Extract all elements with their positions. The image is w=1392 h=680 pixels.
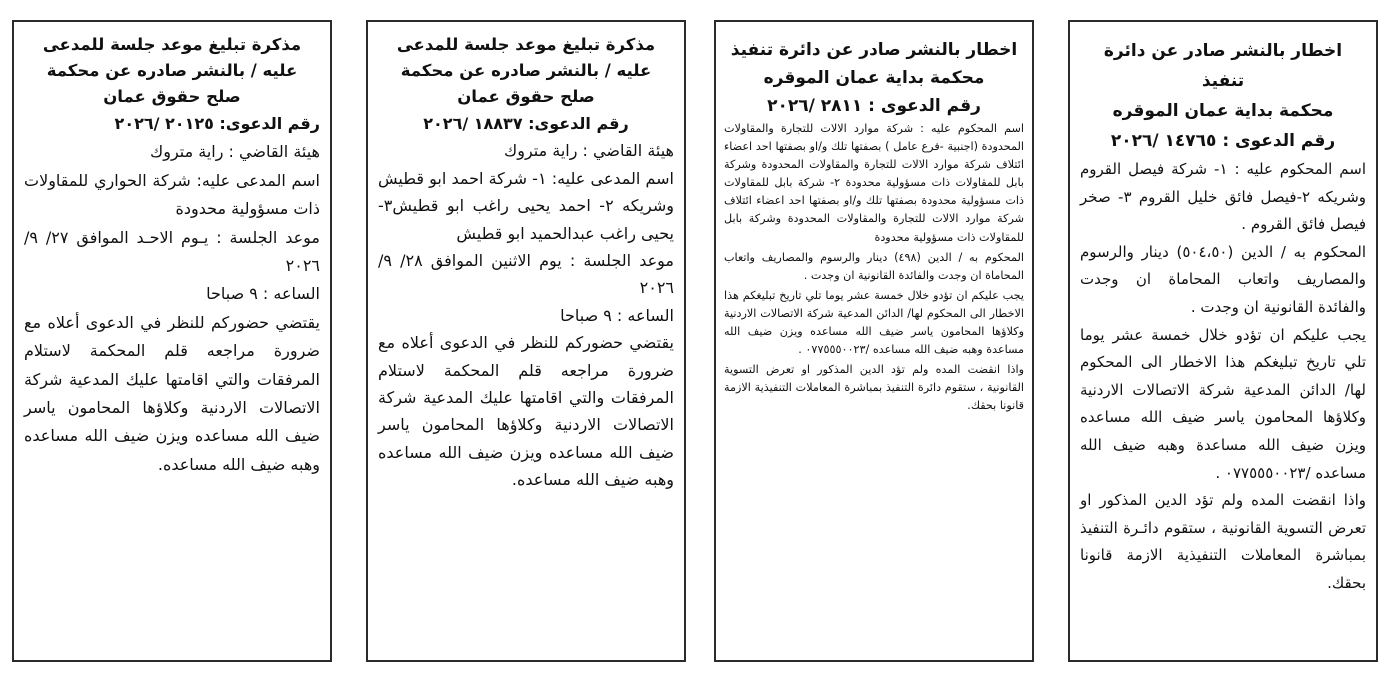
notice-title: مذكرة تبليغ موعد جلسة للمدعى [396, 35, 656, 54]
defendant-name: اسم المحكوم عليه : شركة موارد الالات للتجارة والمقاولات المحدودة (اجنبية -فرع عامل ) بصفتها تلك و/او بصفتها احد اعضاء ائتلاف شركة موارد الالات للتجارة والمقاولات المحدودة وشركة بابل للمقاولات ذات مسؤولية محدودة ٢- شركة بابل للمقاولات ذات مسؤولية محدودة بصفتها تلك و/او بصفتها احد اعضاء ائتلاف شركة موارد الالات للتجارة والمقاولات المحدودة وشركة بابل للمقاولات ذات مسؤولية محدودة [724, 122, 1024, 244]
notice-title: مذكرة تبليغ موعد جلسة للمدعى [42, 35, 302, 54]
execution-notice-1 [1068, 20, 1378, 662]
notice-body: يقتضي حضوركم للنظر في الدعوى أعلاه مع ضرورة مراجعه قلم المحكمة لاستلام المرفقات والتي اقامتها عليك المدعية شركة الاتصالات الاردنية وكلاؤها المحامون ياسر ضيف الله مساعده ويزن ضيف الله مساعده وهبه ضيف الله مساعده. [378, 333, 674, 490]
court-name: صلح حقوق عمان [457, 87, 595, 106]
enforcement-warning: واذا انقضت المده ولم تؤد الدين المذكور او تعرض التسوية القانونية ، ستقوم دائرة التنفيذ بمباشرة المعاملات التنفيذية الازمة قانونا بحقك. [724, 363, 1024, 413]
judgment-debt: المحكوم به / الدين (٥٠٤،٥٠) دينار والرسوم والمصاريف واتعاب المحاماة ان وجدت والفائدة القانونية ان وجدت . [1080, 242, 1367, 316]
judge-panel: هيئة القاضي : راية متروك [150, 142, 320, 162]
session-time: الساعه : ٩ صباحا [206, 284, 320, 304]
judge-panel: هيئة القاضي : راية متروك [504, 141, 674, 161]
payment-instruction: يجب عليكم ان تؤدو خلال خمسة عشر يوما تلي تاريخ تبليغكم هذا الاخطار الى المحكوم لها/ الدائن المدعية شركة الاتصالات الاردنية وكلاؤها المحامون ياسر ضيف الله مساعده ويزن ضيف الله مساعدة وهبه ضيف الله مساعده /٠٧٧٥٥٥٠٠٢٣ . [1080, 325, 1366, 482]
hearing-notice-2 [12, 20, 332, 662]
case-number: رقم الدعوى : ٢٨١١ /٢٠٢٦ [767, 96, 981, 116]
notice-title-line2: عليه / بالنشر صادره عن محكمة [400, 61, 652, 80]
case-number: رقم الدعوى: ٢٠١٢٥ /٢٠٢٦ [114, 114, 320, 133]
enforcement-warning: واذا انقضت المده ولم تؤد الدين المذكور او تعرض التسوية القانونية ، ستقوم دائـرة التنفيذ بمباشرة المعاملات التنفيذية الازمة قانونا بحقك. [1080, 491, 1366, 592]
defendant-name: اسم المدعى عليه: ١- شركة احمد ابو قطيش وشريكه ٢- احمد يحيى راغب ابو قطيش٣- يحيى راغب عبدالحميد ابو قطيش [378, 168, 675, 243]
case-number: رقم الدعوى: ١٨٨٣٧ /٢٠٢٦ [423, 114, 629, 133]
execution-notice-2 [714, 20, 1034, 662]
payment-instruction: يجب عليكم ان تؤدو خلال خمسة عشر يوما تلي تاريخ تبليغكم هذا الاخطار الى المحكوم لها/ الدائن المدعية شركة الاتصالات الاردنية وكلاؤها المحامون ياسر ضيف الله مساعده ويزن ضيف الله مساعدة وهبه ضيف الله مساعده /٠٧٧٥٥٥٠٠٢٣ . [724, 288, 1024, 357]
case-number: رقم الدعوى : ١٤٧٦٥ /٢٠٢٦ [1110, 131, 1336, 151]
judgment-debt: المحكوم به / الدين (٤٩٨) دينار والرسوم والمصاريف واتعاب المحاماة ان وجدت والفائدة القانونية ان وجدت . [724, 250, 1024, 282]
notice-title: اخطار بالنشر صادر عن دائرة تنفيذ [730, 40, 1018, 60]
notice-title: اخطار بالنشر صادر عن دائرة تنفيذ [1103, 41, 1343, 91]
notice-title-line2: عليه / بالنشر صادره عن محكمة [46, 61, 298, 80]
notice-title-court: محكمة بداية عمان الموقره [1112, 101, 1334, 121]
notice-title-court: محكمة بداية عمان الموقره [763, 68, 985, 88]
session-date: موعد الجلسة : يـوم الاحـد الموافق ٢٧/ ٩/ ٢٠٢٦ [24, 227, 320, 276]
defendant-name: اسم المدعى عليه: شركة الحواري للمقاولات ذات مسؤولية محدودة [24, 170, 320, 219]
session-date: موعد الجلسة : يوم الاثنين الموافق ٢٨/ ٩/ ٢٠٢٦ [378, 251, 674, 298]
notice-body: يقتضي حضوركم للنظر في الدعوى أعلاه مع ضرورة مراجعه قلم المحكمة لاستلام المرفقات والتي اقامتها عليك المدعية شركة الاتصالات الاردنية وكلاؤها المحامون ياسر ضيف الله مساعده ويزن ضيف الله مساعده وهبه ضيف الله مساعده. [24, 312, 320, 474]
defendant-name: اسم المحكوم عليه : ١- شركة فيصل القروم وشريكه ٢-فيصل فائق خليل القروم ٣- صخر فيصل فائق القروم . [1080, 160, 1367, 234]
session-time: الساعه : ٩ صباحا [560, 305, 674, 325]
hearing-notice-1 [366, 20, 686, 662]
court-name: صلح حقوق عمان [103, 87, 241, 106]
